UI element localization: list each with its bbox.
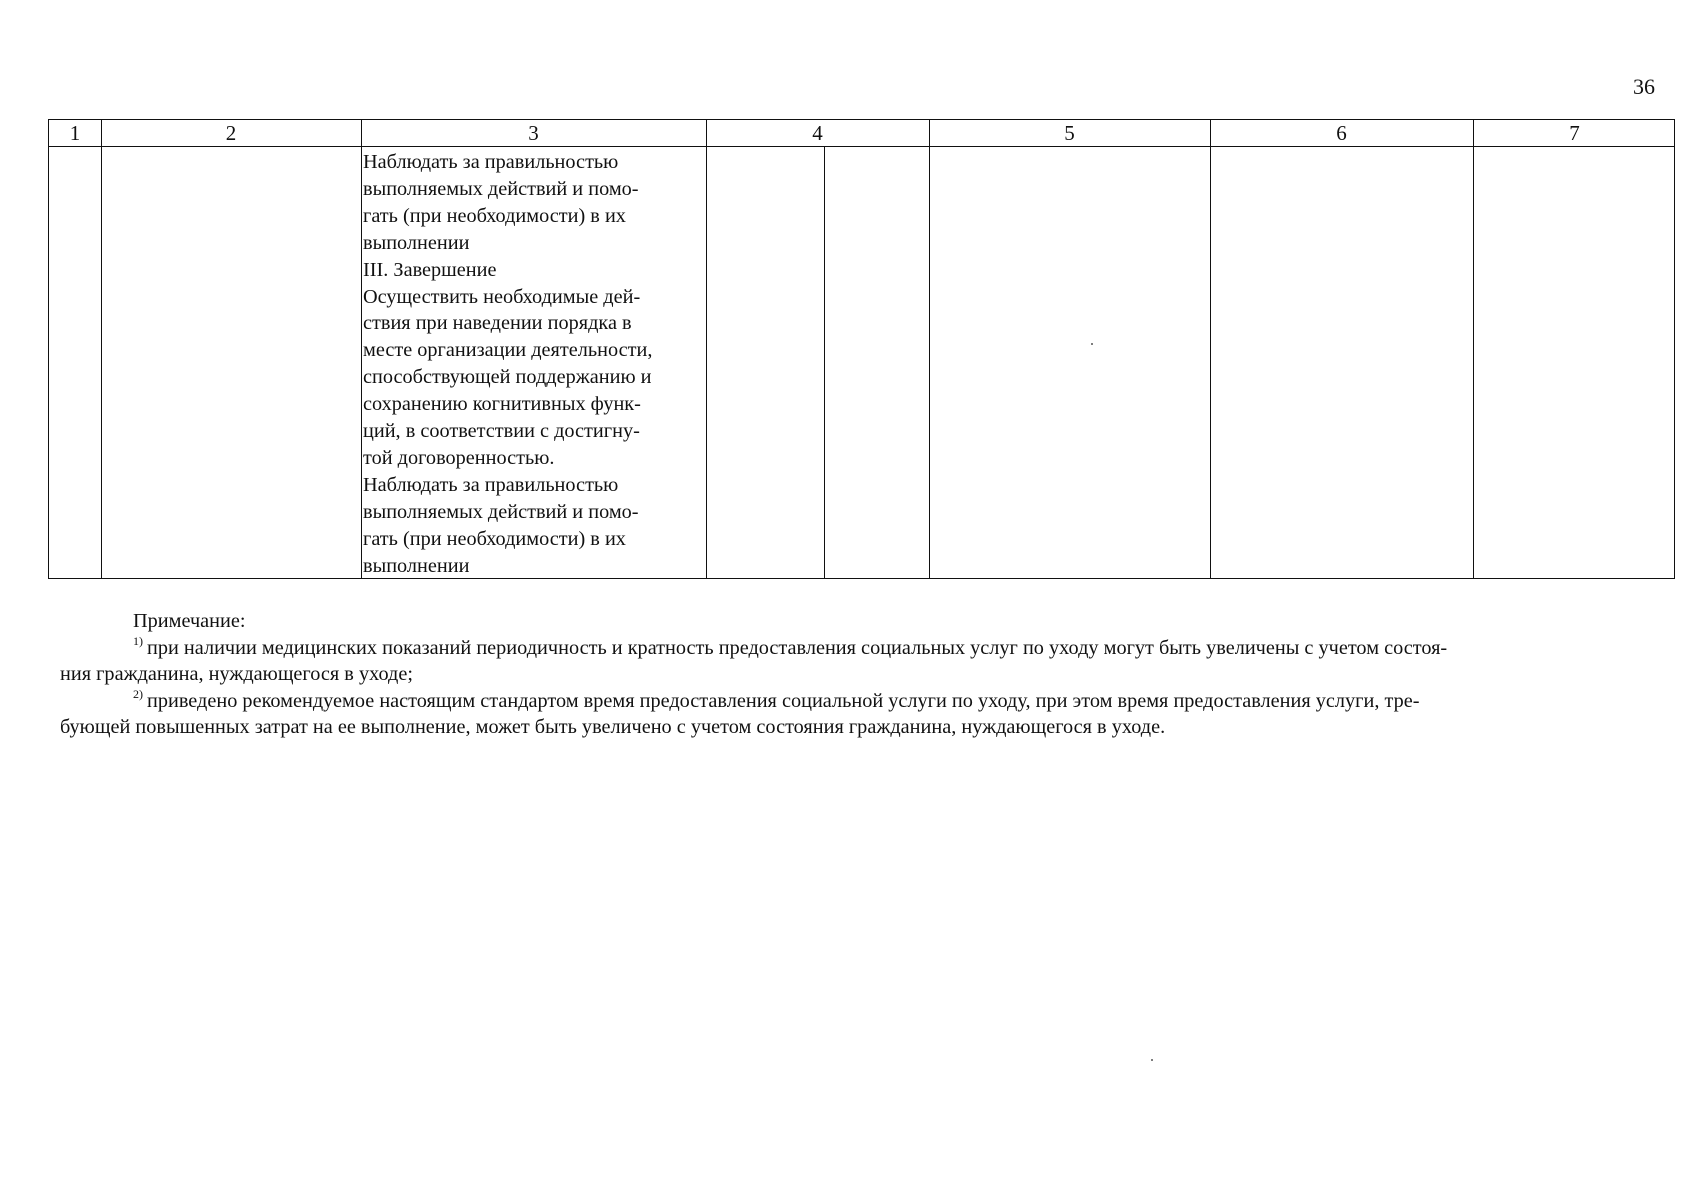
note-2-marker: 2) [133,686,143,701]
column-header-4: 4 [812,121,823,145]
column-header-7: 7 [1569,121,1580,145]
note-1-continuation: ния гражданина, нуждающегося в уходе; [60,663,413,685]
note-2-continuation: бующей повышенных затрат на ее выполнение, может быть увеличено с учетом состояния гражданина, нуждающегося в уходе. [60,716,1166,738]
cell-text-line: гать (при необходимости) в их [363,527,626,550]
column-subdivider [824,146,825,578]
column-divider [1210,120,1211,578]
column-divider [101,120,102,578]
column-3-cell-text [363,149,701,580]
cell-text-line: ций, в соответствии с достигну- [363,420,640,443]
note-2-first-line [60,688,1660,715]
cell-text-line: выполнении [363,231,470,254]
column-header-2: 2 [225,121,237,145]
cell-text-line: выполняемых действий и помо- [363,177,639,200]
cell-text-line: выполнении [363,554,470,577]
cell-text-line: сохранению когнитивных функ- [363,393,641,416]
column-header-6: 6 [1336,121,1347,145]
cell-text-line: Осуществить необходимые дей- [363,285,641,308]
cell-text-line: гать (при необходимости) в их [363,204,626,227]
scan-speck [1091,343,1093,345]
notes-section [60,608,1660,741]
note-1-marker: 1) [133,633,143,648]
cell-text-line: Наблюдать за правильностью [363,151,619,173]
scan-speck [1151,1059,1153,1061]
cell-text-line: выполняемых действий и помо- [363,500,639,523]
cell-text-line: ствия при наведении порядка в [363,312,632,335]
cell-text-line: месте организации деятельности, [363,339,653,362]
header-row-divider [49,146,1674,147]
column-divider [929,120,930,578]
cell-text-line: III. Завершение [363,258,497,281]
page-number: 36 [1633,74,1655,99]
note-2-text: приведено рекомендуемое настоящим стандартом время предоставления социальной услуги по уходу, при этом время предоставления услуги, тре- [147,689,1420,712]
cell-text-line: способствующей поддержанию и [363,366,652,389]
note-1-text: при наличии медицинских показаний периодичность и кратность предоставления социальных услуг по уходу могут быть увеличены с учетом состоя- [147,636,1448,659]
column-divider [706,120,707,578]
note-1-first-line [60,635,1660,662]
notes-title: Примечание: [133,610,246,632]
column-header-5: 5 [1064,121,1075,145]
cell-text-line: Наблюдать за правильностью [363,473,619,496]
services-table [48,119,1675,579]
column-divider [361,120,362,578]
column-divider [1473,120,1474,578]
column-header-3: 3 [528,121,539,145]
cell-text-line: той договоренностью. [363,446,555,469]
column-header-1: 1 [69,121,81,145]
